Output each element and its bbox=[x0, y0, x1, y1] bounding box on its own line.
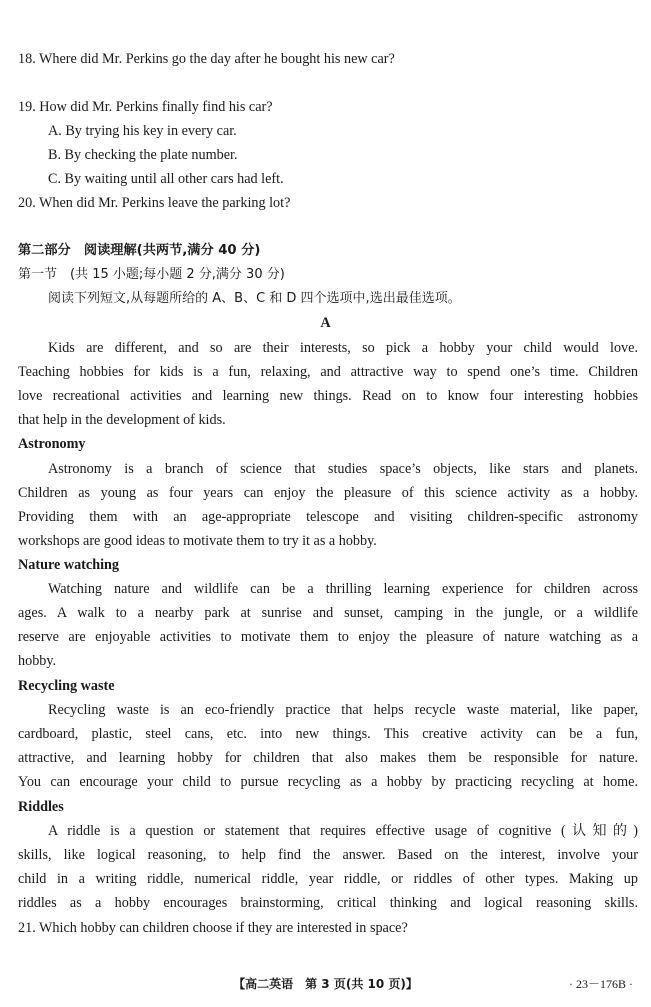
instruction: 阅读下列短文,从每题所给的 A、B、C 和 D 四个选项中,选出最佳选项。 bbox=[48, 291, 461, 306]
paragraph-line: Watching nature and wildlife can be a thrilling learning experience for children across bbox=[48, 581, 638, 597]
paragraph-line: love recreational activities and learning new things. Read on to know four interesting hobbies bbox=[18, 388, 638, 404]
paragraph-line: reserve are enjoyable activities to motivate them to enjoy the pleasure of nature watching as a bbox=[18, 629, 638, 645]
page-footer: 【高二英语 第 3 页(共 10 页)】 bbox=[233, 977, 418, 991]
paragraph-line: skills, like logical reasoning, to help find the answer. Based on the interest, involve your bbox=[18, 847, 638, 863]
paragraph-line: riddles as a hobby encourages brainstorming, critical thinking and logical reasoning skills. bbox=[18, 895, 638, 911]
section-title-recycling: Recycling waste bbox=[18, 678, 115, 694]
paragraph-line: Astronomy is a branch of science that studies space’s objects, like stars and planets. bbox=[48, 461, 638, 477]
paragraph-line: Recycling waste is an eco-friendly practice that helps recycle waste material, like paper, bbox=[48, 702, 638, 718]
paragraph-line: A riddle is a question or statement that requires effective usage of cognitive (认知的) bbox=[48, 823, 638, 839]
question-21-stem: 21. Which hobby can children choose if they are interested in space? bbox=[18, 920, 408, 936]
paragraph-line: ages. A walk to a nearby park at sunrise and sunset, camping in the jungle, or a wildlife bbox=[18, 605, 638, 621]
passage-label: A bbox=[320, 315, 331, 331]
section-title-astronomy: Astronomy bbox=[18, 436, 86, 452]
paragraph-line: hobby. bbox=[18, 653, 57, 669]
question-18-stem: 18. Where did Mr. Perkins go the day after he bought his new car? bbox=[18, 51, 395, 67]
paragraph-line: Children as young as four years can enjoy the pleasure of this science activity as a hobby. bbox=[18, 485, 638, 501]
paragraph-line: attractive, and learning hobby for children that also makes them be responsible for nature. bbox=[18, 750, 638, 766]
paragraph-line: that help in the development of kids. bbox=[18, 412, 226, 428]
part-heading: 第二部分 阅读理解(共两节,满分 40 分) bbox=[18, 243, 261, 258]
option-a: A. By trying his key in every car. bbox=[48, 123, 237, 139]
paragraph-line: Providing them with an age-appropriate telescope and visiting children-specific astronomy bbox=[18, 509, 638, 525]
section-title-nature: Nature watching bbox=[18, 557, 120, 573]
option-b: B. By checking the plate number. bbox=[48, 147, 238, 163]
paragraph-line: Kids are different, and so are their interests, so pick a hobby your child would love. bbox=[48, 340, 638, 356]
paragraph-line: workshops are good ideas to motivate them to try it as a hobby. bbox=[18, 533, 377, 549]
question-19-stem: 19. How did Mr. Perkins finally find his car? bbox=[18, 99, 273, 115]
section-heading: 第一节 (共 15 小题;每小题 2 分,满分 30 分) bbox=[18, 267, 285, 282]
paragraph-line: Teaching hobbies for kids is a fun, relaxing, and attractive way to spend one’s time. Children bbox=[18, 364, 638, 380]
exam-code: · 23－176B · bbox=[569, 977, 633, 991]
option-c: C. By waiting until all other cars had left. bbox=[48, 171, 284, 187]
paragraph-line: child in a writing riddle, numerical riddle, year riddle, or riddles of other types. Making up bbox=[18, 871, 638, 887]
paragraph-line: You can encourage your child to pursue recycling as a hobby by practicing recycling at home. bbox=[18, 774, 638, 790]
section-title-riddles: Riddles bbox=[18, 799, 64, 815]
paragraph-line: cardboard, plastic, steel cans, etc. into new things. This creative activity can be a fun, bbox=[18, 726, 638, 742]
question-20-stem: 20. When did Mr. Perkins leave the parking lot? bbox=[18, 195, 291, 211]
